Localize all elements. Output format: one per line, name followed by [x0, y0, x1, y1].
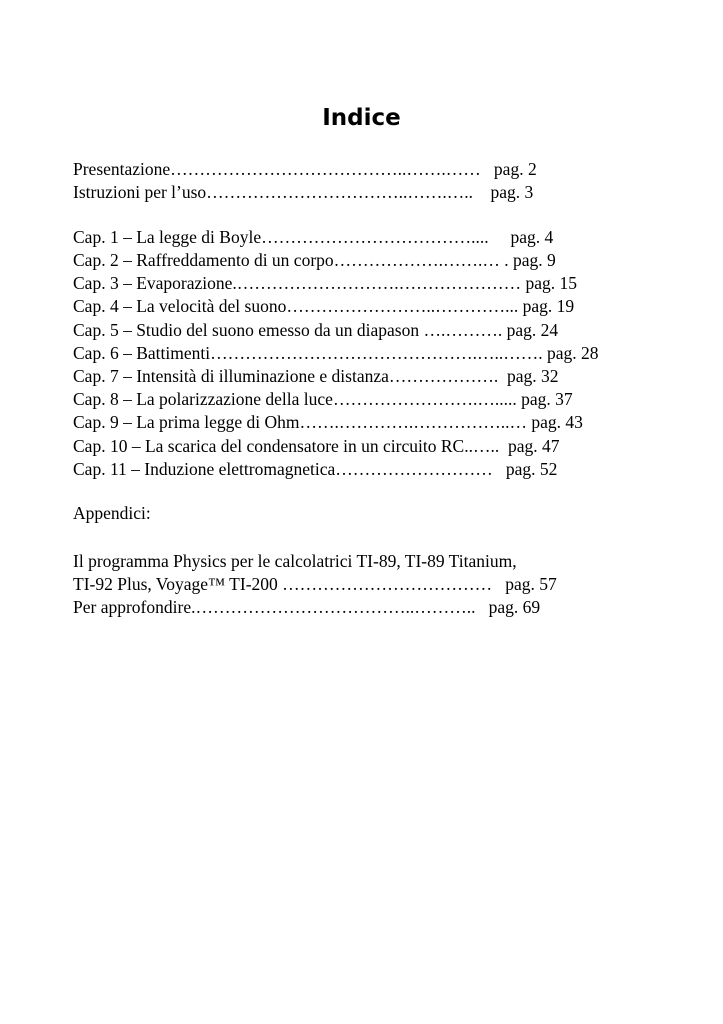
appendix-heading: Appendici:: [73, 503, 151, 524]
toc-entry-istruzioni: Istruzioni per l’uso……………………………..…….….. pag. 3: [73, 182, 534, 203]
toc-entry-chapter-7: Cap. 7 – Intensità di illuminazione e distanza………………. pag. 32: [73, 366, 559, 386]
toc-entry-physics-program-cont: TI-92 Plus, Voyage™ TI-200 ……………………………… pag. 57: [73, 573, 557, 594]
toc-entry-chapter-10: Cap. 10 – La scarica del condensatore in un circuito RC..….. pag. 47: [73, 435, 560, 456]
toc-spacer: [73, 204, 663, 226]
toc-entry-chapter-3: Cap. 3 – Evaporazione.……………………….………………… pag. 15: [73, 273, 578, 294]
toc-entry-chapter-8: Cap. 8 – La polarizzazione della luce…………………….…..... pag. 37: [73, 389, 573, 410]
toc-entry-chapter-9: Cap. 9 – La prima legge di Ohm…….………….……………..… pag. 43: [73, 412, 583, 433]
toc-entry-approfondire: Per approfondire.………………………………..……….. pag. 69: [73, 597, 541, 617]
toc-entry-chapter-5: Cap. 5 – Studio del suono emesso da un diapason ….………. pag. 24: [73, 319, 559, 340]
toc-entry-chapter-11: Cap. 11 – Induzione elettromagnetica……………………… pag. 52: [73, 458, 558, 479]
toc-entry-chapter-6: Cap. 6 – Battimenti……………………………………….…..……. pag. 28: [73, 342, 599, 363]
toc-entry-chapter-1: Cap. 1 – La legge di Boyle……………………………….... pag. 4: [73, 226, 554, 247]
toc-entry-physics-program: Il programma Physics per le calcolatrici TI-89, TI-89 Titanium,: [73, 550, 517, 571]
table-of-contents: [73, 158, 663, 619]
page-title: Indice: [322, 105, 401, 131]
toc-entry-chapter-2: Cap. 2 – Raffreddamento di un corpo……………….…….… . pag. 9: [73, 250, 556, 271]
toc-entry-chapter-4: Cap. 4 – La velocità del suono……………………..…………... pag. 19: [73, 296, 575, 317]
toc-spacer: [73, 526, 663, 550]
toc-entry-presentazione: Presentazione…………………………………..…….…… pag. 2: [73, 159, 537, 179]
toc-spacer: [73, 481, 663, 503]
